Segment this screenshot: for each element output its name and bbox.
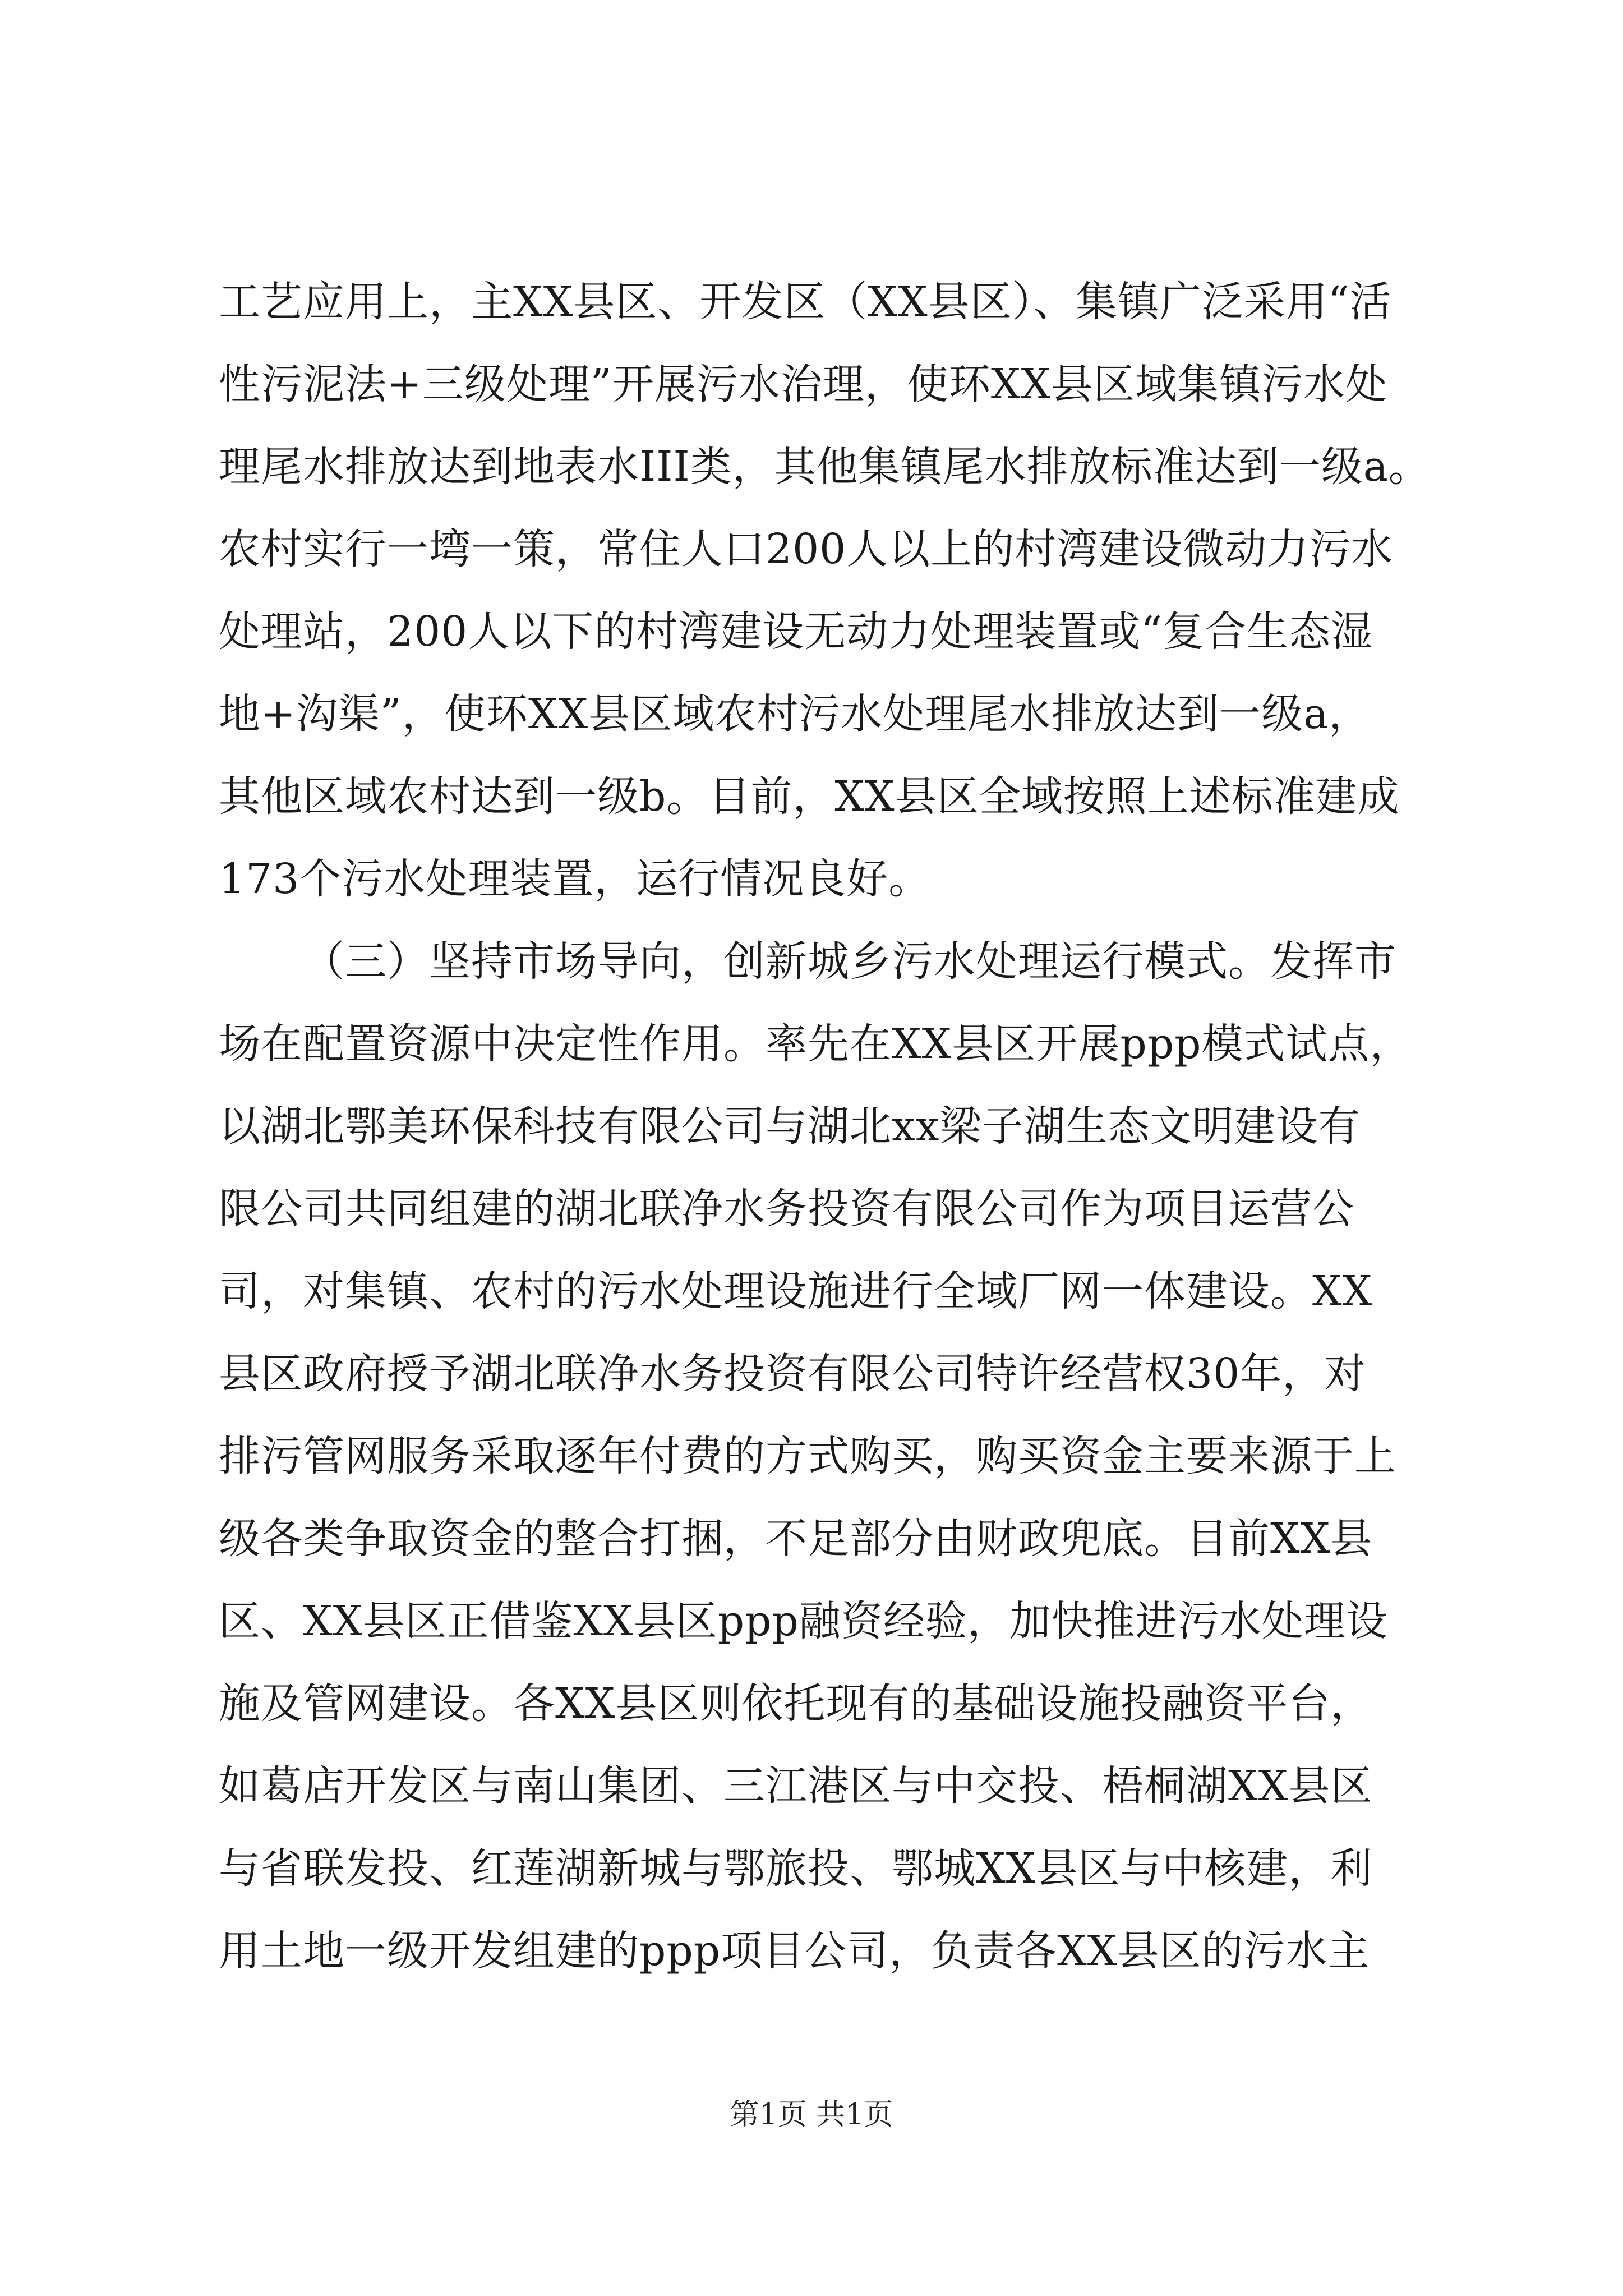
text-line: 施及管网建设。各XX县区则依托现有的基础设施投融资平台， (219, 1680, 1373, 1728)
text-line: 限公司共同组建的湖北联净水务投资有限公司作为项目运营公 (219, 1185, 1354, 1233)
text-line: 173个污水处理装置，运行情况良好。 (219, 855, 931, 903)
text-line: 级各类争取资金的整合打捆，不足部分由财政兜底。目前XX县 (219, 1515, 1373, 1563)
text-line: 地+沟渠”，使环XX县区域农村污水处理尾水排放达到一级a， (219, 690, 1371, 738)
text-line: 性污泥法+三级处理”开展污水治理，使环XX县区域集镇污水处 (219, 360, 1388, 408)
text-line: 以湖北鄂美环保科技有限公司与湖北xx梁子湖生态文明建设有 (219, 1102, 1361, 1151)
paragraph-start-line: （三）坚持市场导向，创新城乡污水处理运行模式。发挥市 (303, 937, 1396, 986)
text-line: 县区政府授予湖北联净水务投资有限公司特许经营权30年，对 (219, 1350, 1367, 1398)
text-line: 用土地一级开发组建的ppp项目公司，负责各XX县区的污水主 (219, 1927, 1370, 1975)
text-line: 如葛店开发区与南山集团、三江港区与中交投、梧桐湖XX县区 (219, 1762, 1373, 1810)
text-line: 排污管网服务采取逐年付费的方式购买，购买资金主要来源于上 (219, 1432, 1396, 1480)
text-line: 处理站，200人以下的村湾建设无动力处理装置或“复合生态湿 (219, 608, 1373, 656)
page-footer: 第1页 共1页 (730, 2098, 893, 2132)
body-text (219, 261, 1431, 1993)
text-line: 与省联发投、红莲湖新城与鄂旅投、鄂城XX县区与中核建，利 (219, 1844, 1373, 1893)
text-line: 其他区域农村达到一级b。目前，XX县区全域按照上述标准建成 (219, 772, 1400, 821)
text-line: 区、XX县区正借鉴XX县区ppp融资经验，加快推进污水处理设 (219, 1597, 1388, 1645)
text-line: 场在配置资源中决定性作用。率先在XX县区开展ppp模式试点， (219, 1020, 1412, 1068)
text-line: 工艺应用上，主XX县区、开发区（XX县区）、集镇广泛采用“活 (219, 278, 1392, 326)
text-line: 理尾水排放达到地表水III类，其他集镇尾水排放标准达到一级a。 (219, 443, 1431, 491)
text-line: 农村实行一塆一策，常住人口200人以上的村湾建设微动力污水 (219, 525, 1394, 573)
text-line: 司，对集镇、农村的污水处理设施进行全域厂网一体建设。XX (219, 1267, 1373, 1315)
